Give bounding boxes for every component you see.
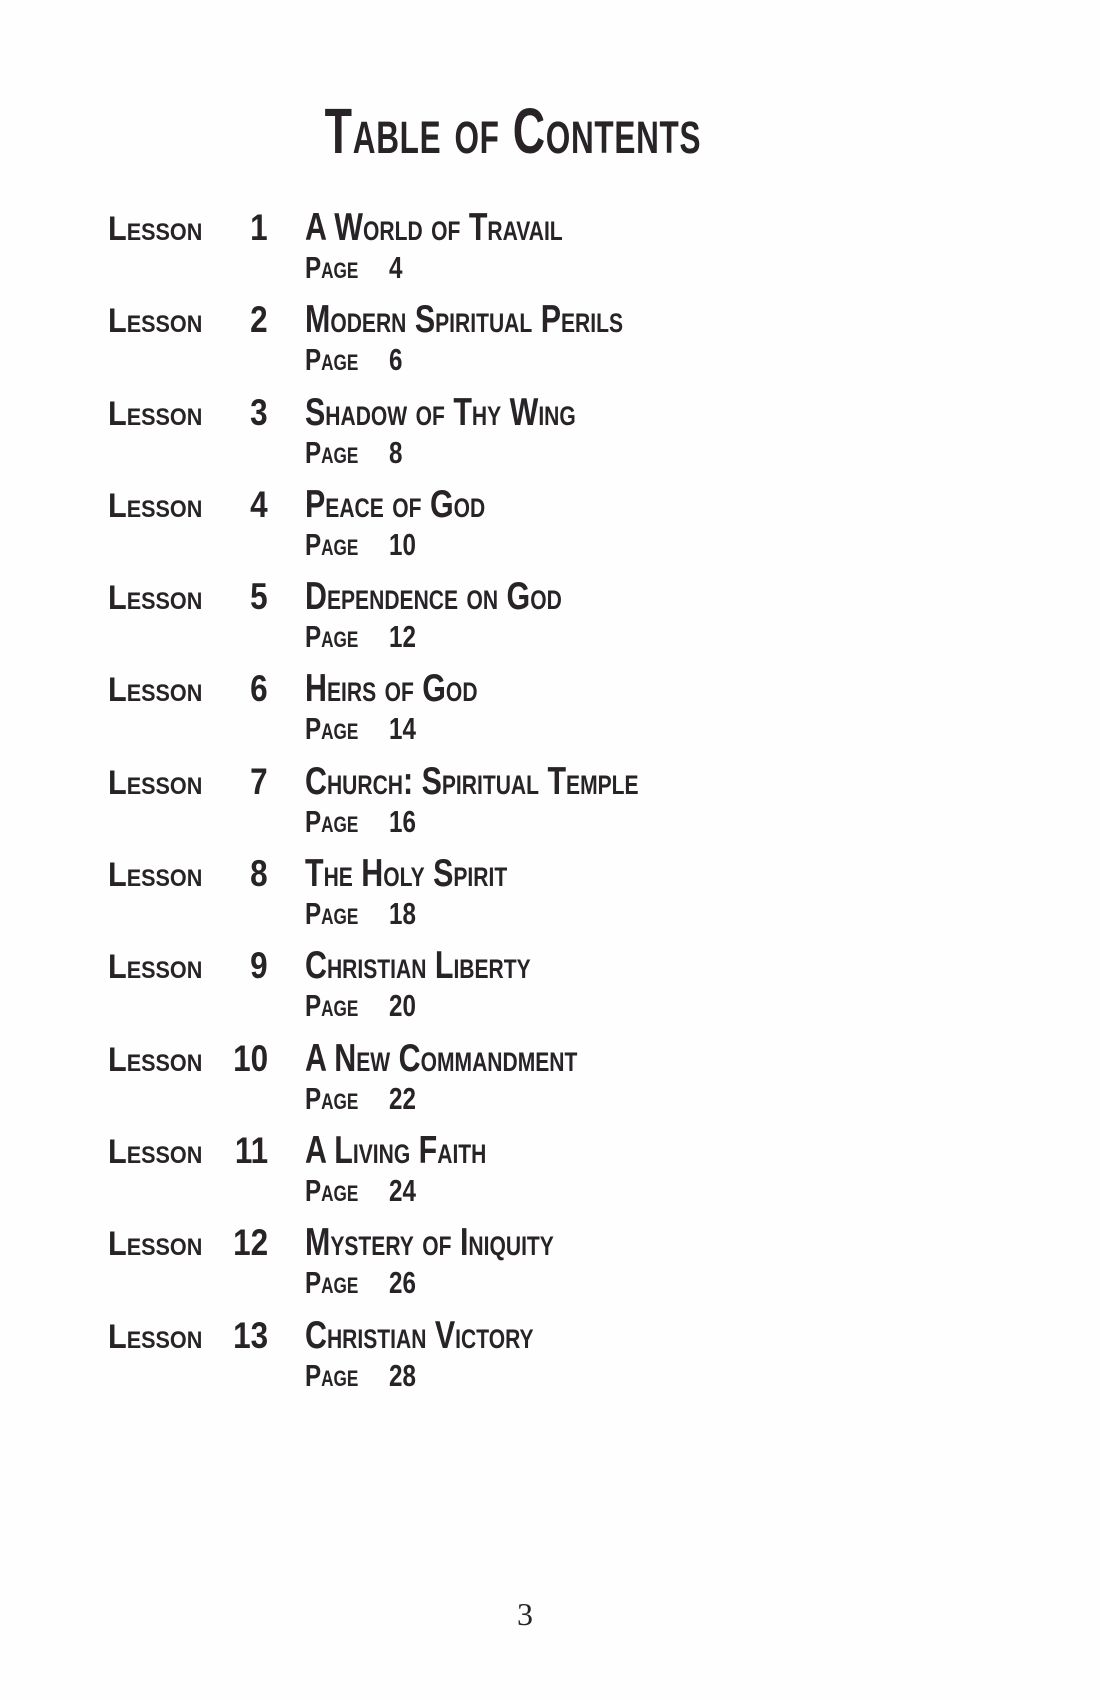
- page-ref-label: Page: [305, 1172, 359, 1208]
- toc-entry: [108, 945, 733, 1025]
- lesson-number: 12: [233, 1222, 268, 1264]
- lesson-number: 9: [250, 945, 268, 987]
- lesson-label: Lesson: [108, 210, 203, 248]
- lesson-title: Peace of God: [305, 482, 486, 526]
- lesson-id: [108, 299, 268, 342]
- lesson-entry-content: [305, 1222, 624, 1302]
- page-ref-number: 22: [389, 1080, 417, 1116]
- page-ref-label: Page: [305, 1080, 359, 1116]
- lesson-label: Lesson: [108, 302, 203, 341]
- lesson-id: [108, 853, 268, 896]
- page-ref-label: Page: [305, 1357, 359, 1393]
- lesson-id: [108, 576, 268, 619]
- toc-entry: [108, 299, 733, 379]
- page-ref-number: 12: [389, 619, 417, 655]
- page-ref-number: 4: [389, 250, 403, 285]
- toc-entry: [108, 668, 733, 748]
- lesson-id: [108, 1130, 268, 1173]
- lesson-title: Church: Spiritual Temple: [305, 759, 639, 803]
- page-ref-label: Page: [305, 711, 359, 747]
- page-ref: [305, 1357, 598, 1395]
- lesson-id: [108, 761, 268, 804]
- lesson-id: [108, 1222, 268, 1265]
- page-ref: [305, 1080, 654, 1118]
- toc-entry: [108, 576, 733, 656]
- page-ref-number: 24: [389, 1172, 417, 1208]
- lesson-number: 7: [250, 760, 268, 802]
- toc-entry: [108, 1222, 733, 1302]
- lesson-label: Lesson: [108, 1040, 203, 1079]
- page-ref-number: 18: [389, 896, 417, 932]
- toc-entry: [108, 1038, 733, 1118]
- toc-entry: [108, 853, 733, 933]
- page-ref: [305, 987, 594, 1025]
- lesson-entry-content: [305, 1315, 598, 1395]
- page-ref: [305, 618, 634, 656]
- lesson-id: [108, 945, 268, 988]
- toc-entry: [108, 761, 733, 841]
- toc-entry: [108, 1130, 733, 1210]
- page-ref: [305, 1172, 538, 1210]
- page-ref: [305, 249, 635, 287]
- page-ref-number: 6: [389, 342, 403, 378]
- page-ref: [305, 1264, 624, 1302]
- lesson-number: 8: [250, 853, 268, 895]
- lesson-title: Shadow of Thy Wing: [305, 390, 576, 434]
- page-ref-number: 10: [389, 526, 417, 562]
- lesson-label: Lesson: [108, 671, 203, 710]
- lesson-id: [108, 1038, 268, 1081]
- page-ref-label: Page: [305, 342, 359, 378]
- lesson-number: 13: [233, 1314, 268, 1356]
- page-ref-label: Page: [305, 619, 359, 655]
- toc-entry: [108, 392, 733, 472]
- lesson-entry-content: [305, 299, 713, 379]
- page-ref-number: 8: [389, 434, 403, 470]
- page-ref: [305, 341, 713, 379]
- toc-entry: [108, 1315, 733, 1395]
- lesson-entry-content: [305, 576, 634, 656]
- page-ref-number: 28: [389, 1357, 417, 1393]
- page-title: [0, 95, 1026, 167]
- lesson-label: Lesson: [108, 1317, 203, 1356]
- lesson-title: Mystery of Iniquity: [305, 1221, 554, 1265]
- lesson-number: 5: [250, 576, 268, 618]
- lesson-title: Christian Liberty: [305, 944, 531, 988]
- page-ref-number: 16: [389, 803, 417, 839]
- page-ref-number: 14: [389, 711, 417, 747]
- lesson-entry-content: [305, 945, 594, 1025]
- page-ref: [305, 526, 536, 564]
- lesson-number: 10: [233, 1037, 268, 1079]
- lesson-id: [108, 392, 268, 435]
- lesson-entry-content: [305, 207, 635, 287]
- lesson-number: 1: [250, 207, 268, 248]
- lesson-id: [108, 484, 268, 527]
- page-ref: [305, 710, 526, 748]
- lesson-title: Christian Victory: [305, 1313, 534, 1357]
- lesson-number: 2: [250, 299, 268, 341]
- page-ref-label: Page: [305, 434, 359, 470]
- lesson-id: [108, 1315, 268, 1358]
- lesson-title: Modern Spiritual Perils: [305, 298, 624, 342]
- page-ref-label: Page: [305, 526, 359, 562]
- toc-list: [108, 207, 733, 1407]
- lesson-entry-content: [305, 484, 536, 564]
- lesson-label: Lesson: [108, 486, 203, 525]
- page-ref-number: 20: [389, 988, 417, 1024]
- page-ref: [305, 803, 733, 841]
- lesson-entry-content: [305, 853, 564, 933]
- lesson-label: Lesson: [108, 856, 203, 895]
- page-ref-label: Page: [305, 250, 359, 285]
- toc-entry: [108, 207, 733, 287]
- lesson-label: Lesson: [108, 394, 203, 433]
- page-ref-number: 26: [389, 1265, 417, 1301]
- lesson-number: 4: [250, 483, 268, 525]
- lesson-label: Lesson: [108, 1225, 203, 1264]
- lesson-label: Lesson: [108, 1132, 203, 1171]
- page-ref-label: Page: [305, 803, 359, 839]
- lesson-entry-content: [305, 1130, 538, 1210]
- page-number-footer: 3: [517, 1596, 533, 1632]
- lesson-title: The Holy Spirit: [305, 852, 508, 896]
- lesson-title: Heirs of God: [305, 667, 478, 711]
- lesson-title: A New Commandment: [305, 1036, 578, 1080]
- toc-entry: [108, 484, 733, 564]
- lesson-id: [108, 668, 268, 711]
- page-ref-label: Page: [305, 896, 359, 932]
- lesson-entry-content: [305, 761, 733, 841]
- lesson-entry-content: [305, 1038, 654, 1118]
- page-ref: [305, 895, 564, 933]
- lesson-title: A World of Travail: [305, 206, 563, 249]
- lesson-label: Lesson: [108, 763, 203, 802]
- page-ref-label: Page: [305, 988, 359, 1024]
- lesson-title: A Living Faith: [305, 1128, 487, 1172]
- lesson-entry-content: [305, 392, 652, 472]
- lesson-entry-content: [305, 668, 526, 748]
- lesson-number: 6: [250, 668, 268, 710]
- page-ref-label: Page: [305, 1265, 359, 1301]
- lesson-number: 11: [234, 1129, 268, 1171]
- lesson-label: Lesson: [108, 948, 203, 987]
- lesson-id: [108, 207, 268, 250]
- lesson-label: Lesson: [108, 579, 203, 618]
- page-title-text: Table of Contents: [324, 95, 702, 167]
- lesson-title: Dependence on God: [305, 575, 562, 619]
- page-ref: [305, 434, 652, 472]
- lesson-number: 3: [250, 391, 268, 433]
